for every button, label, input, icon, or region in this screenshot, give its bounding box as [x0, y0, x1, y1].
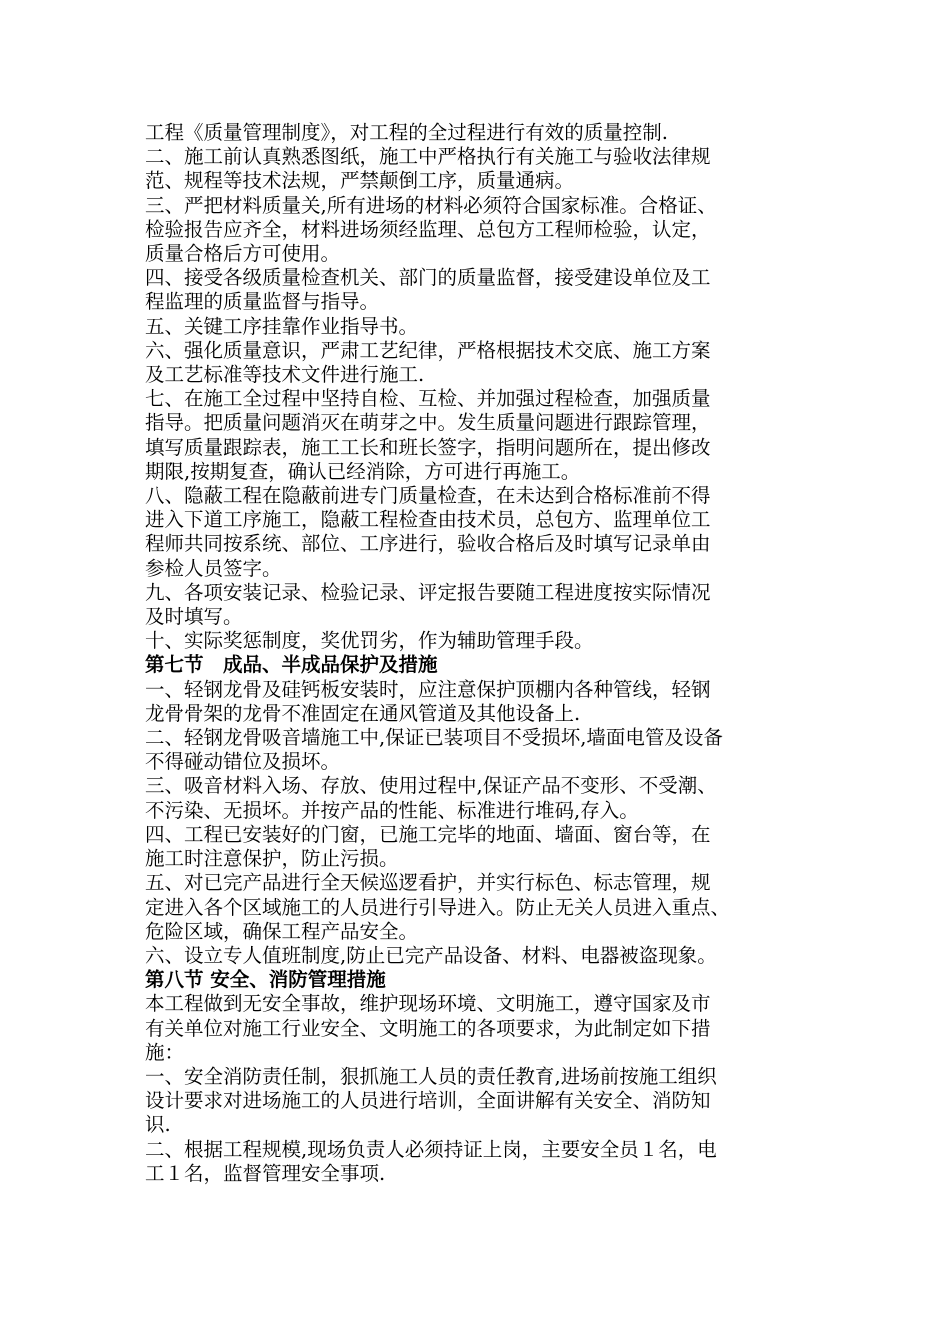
document-page — [145, 121, 825, 1186]
paragraph-protection-item-2: 二、轻钢龙骨吸音墙施工中,保证已装项目不受损坏,墙面电管及设备 不得碰动错位及损坏。 — [145, 726, 723, 774]
paragraph-protection-item-4: 四、工程已安装好的门窗，已施工完毕的地面、墙面、窗台等，在 施工时注意保护，防止污损。 — [145, 822, 711, 871]
paragraph-quality-control-intro: 工程《质量管理制度》，对工程的全过程进行有效的质量控制. — [145, 121, 668, 144]
paragraph-quality-item-8: 八、隐蔽工程在隐蔽前进专门质量检查，在未达到合格标准前不得 进入下道工序施工，隐蔽工程检查由技术员，总包方、监理单位工 程师共同按系统、部位、工序进行，验收合格后及时填写记录单由 参检人员签字。 — [145, 484, 711, 580]
paragraph-protection-item-6: 六、设立专人值班制度,防止已完产品设备、材料、电器被盗现象。 — [145, 943, 717, 967]
paragraph-safety-intro: 本工程做到无安全事故，维护现场环境、文明施工，遵守国家及市 有关单位对施工行业安全、文明施工的各项要求，为此制定如下措 施： — [145, 992, 711, 1064]
paragraph-protection-item-1: 一、轻钢龙骨及硅钙板安装时，应注意保护顶棚内各种管线，轻钢 龙骨骨架的龙骨不准固定在通风管道及其他设备上. — [145, 677, 711, 725]
paragraph-quality-item-2: 二、施工前认真熟悉图纸，施工中严格执行有关施工与验收法律规 范、规程等技术法规，严禁颠倒工序，质量通病。 — [145, 145, 711, 193]
section-heading-safety-fire: 第八节 安全、消防管理措施 — [145, 968, 386, 992]
paragraph-quality-item-3: 三、严把材料质量关,所有进场的材料必须符合国家标准。合格证、 检验报告应齐全，材料进场须经监理、总包方工程师检验，认定， 质量合格后方可使用。 — [145, 193, 717, 266]
paragraph-quality-item-9: 九、各项安装记录、检验记录、评定报告要随工程进度按实际情况 及时填写。 — [145, 580, 711, 629]
paragraph-quality-item-5: 五、关键工序挂靠作业指导书。 — [145, 314, 419, 338]
paragraph-safety-item-2: 二、根据工程规模,现场负责人必须持证上岗，主要安全员１名，电 工１名，监督管理安全事项. — [145, 1137, 717, 1185]
paragraph-quality-item-6: 六、强化质量意识，严肃工艺纪律，严格根据技术交底、施工方案 及工艺标准等技术文件进行施工. — [145, 338, 711, 387]
paragraph-protection-item-5: 五、对已完产品进行全天候巡逻看护，并实行标色、标志管理，规 定进入各个区域施工的人员进行引导进入。防止无关人员进入重点、 危险区域，确保工程产品安全。 — [145, 871, 731, 943]
section-heading-product-protection: 第七节 成品、半成品保护及措施 — [145, 653, 438, 677]
paragraph-protection-item-3: 三、吸音材料入场、存放、使用过程中,保证产品不变形、不受潮、 不污染、无损坏。并按产品的性能、标准进行堆码,存入。 — [145, 774, 717, 822]
paragraph-quality-item-7: 七、在施工全过程中坚持自检、互检、并加强过程检查，加强质量 指导。把质量问题消灭在萌芽之中。发生质量问题进行跟踪管理， 填写质量跟踪表，施工工长和班长签字，指明问题所在，提出修改 期限,按期复查，确认已经消除，方可进行再施工。 — [145, 387, 711, 483]
paragraph-quality-item-4: 四、接受各级质量检查机关、部门的质量监督，接受建设单位及工 程监理的质量监督与指导。 — [145, 266, 711, 314]
paragraph-quality-item-10: 十、实际奖惩制度，奖优罚劣，作为辅助管理手段。 — [145, 629, 594, 653]
paragraph-safety-item-1: 一、安全消防责任制，狠抓施工人员的责任教育,进场前按施工组织 设计要求对进场施工的人员进行培训，全面讲解有关安全、消防知 识. — [145, 1064, 717, 1137]
